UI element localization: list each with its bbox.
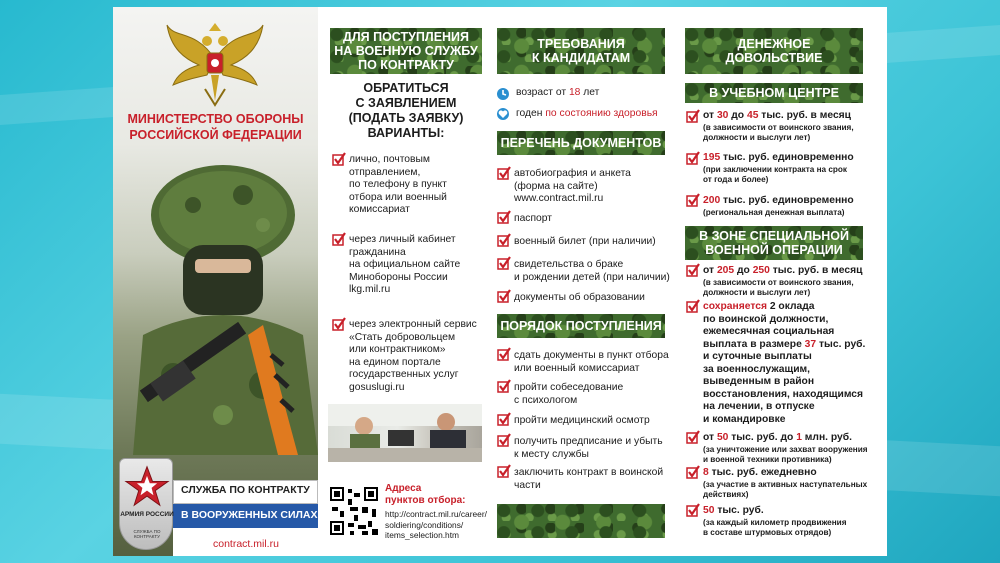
svo-advance-bonus: 50 тыс. руб. (за каждый километр продвижения в составе штурмовых отрядов) [703,505,847,537]
checkbox-checked-icon [332,317,346,331]
doc-military-id: военный билет (при наличии) [514,236,656,247]
step-submit-documents: сдать документы в пункт отбора или военный комиссариат [514,350,669,374]
checkbox-checked-icon [497,210,511,224]
requirement-health: годен по состоянию здоровья [516,108,658,119]
qr-code-icon [328,485,380,537]
army-badge-sub: СЛУЖБА ПО КОНТРАКТУ [133,529,161,539]
training-bonus-200: 200 тыс. руб. единовременно (региональная денежная выплата) [703,195,854,217]
col3-header: ДЕНЕЖНОЕ ДОВОЛЬСТВИЕ [685,28,863,74]
checkbox-checked-icon [497,412,511,426]
checkbox-checked-icon [332,232,346,246]
option-in-person: лично, почтовым отправлением, по телефону в пункт отбора или военный комиссариат [349,154,447,215]
step-interview: пройти собеседование с психологом [514,382,624,406]
doc-passport: паспорт [514,213,552,224]
checkbox-checked-icon [686,503,700,517]
checkbox-checked-icon [686,465,700,479]
checkbox-checked-icon [332,152,346,166]
requirement-age: возраст от 18 лет [516,87,600,98]
age-clock-icon [496,87,510,101]
training-salary: от 30 до 45 тыс. руб. в месяц (в зависимости от воинского звания, должности и выслуги лет) [703,110,854,142]
ministry-title: МИНИСТЕРСТВО ОБОРОНЫ РОССИЙСКОЙ ФЕДЕРАЦИИ [127,112,304,142]
order-header: ПОРЯДОК ПОСТУПЛЕНИЯ [497,314,665,338]
recruitment-office-photo [328,404,482,462]
step-medical: пройти медицинский осмотр [514,415,650,426]
checkbox-checked-icon [497,233,511,247]
checkbox-checked-icon [686,263,700,277]
training-center-header: В УЧЕБНОМ ЦЕНТРЕ [685,83,863,103]
soldier-illustration [113,155,318,455]
contract-service-banner [113,452,318,556]
checkbox-checked-icon [497,347,511,361]
camo-footer-strip [497,504,665,538]
army-badge-title: АРМИЯ РОССИИ [120,511,174,518]
red-star-icon [120,463,174,509]
banner-line-1: СЛУЖБА ПО КОНТРАКТУ [181,484,310,496]
svo-destruction-bonus: от 50 тыс. руб. до 1 млн. руб. (за уничтожение или захват вооружения и военной техники противника) [703,432,868,464]
documents-header: ПЕРЕЧЕНЬ ДОКУМЕНТОВ [497,131,665,155]
col1-intro: ОБРАТИТЬСЯ С ЗАЯВЛЕНИЕМ (ПОДАТЬ ЗАЯВКУ) ВАРИАНТЫ: [348,81,464,140]
checkbox-checked-icon [497,464,511,478]
checkbox-checked-icon [686,430,700,444]
soldier-photo-panel [113,7,318,556]
checkbox-checked-icon [686,109,700,123]
double-headed-eagle-emblem-icon [165,19,265,109]
col1-header: ДЛЯ ПОСТУПЛЕНИЯ НА ВОЕННУЮ СЛУЖБУ ПО КОНТРАКТУ [330,28,482,74]
svo-salaries-preserved: сохраняется 2 оклада по воинской должности, ежемесячная социальная выплата в размере 37 тыс. руб. и суточные выплаты за военнослужащим, выведенным в район восстановления, находящимся на лечении, в отпуске и командировке [703,301,866,425]
doc-autobiography: автобиография и анкета (форма на сайте) www.contract.mil.ru [514,168,631,204]
checkbox-checked-icon [497,379,511,393]
checkbox-checked-icon [497,433,511,447]
checkbox-checked-icon [686,193,700,207]
addresses-title: Адреса пунктов отбора: [385,483,466,506]
army-russia-badge [119,458,173,550]
checkbox-checked-icon [686,299,700,313]
step-contract: заключить контракт в воинской части [514,467,664,491]
addresses-url[interactable]: http://contract.mil.ru/career/ soldiering/conditions/ items_selection.htm [385,509,487,540]
health-heart-icon [496,107,510,121]
option-personal-cabinet: через личный кабинет гражданина на официальном сайте Минобороны России lkg.mil.ru [349,234,461,295]
checkbox-checked-icon [497,289,511,303]
step-orders: получить предписание и убыть к месту службы [514,436,663,460]
banner-site: contract.mil.ru [213,538,279,550]
doc-education: документы об образовании [514,292,645,303]
checkbox-checked-icon [686,151,700,165]
col2-header: ТРЕБОВАНИЯ К КАНДИДАТАМ [497,28,665,74]
checkbox-checked-icon [497,256,511,270]
office-scene-illustration [328,404,482,462]
banner-line-2: В ВООРУЖЕННЫХ СИЛАХ [181,509,318,521]
doc-certificates: свидетельства о браке и рождении детей (при наличии) [514,259,670,283]
checkbox-checked-icon [497,166,511,180]
svo-header: В ЗОНЕ СПЕЦИАЛЬНОЙ ВОЕННОЙ ОПЕРАЦИИ [685,226,863,260]
svo-daily-bonus: 8 тыс. руб. ежедневно (за участие в активных наступательных действиях) [703,467,868,499]
poster [113,7,887,556]
training-bonus-195: 195 тыс. руб. единовременно (при заключении контракта на срок от года и более) [703,152,854,184]
svo-salary: от 205 до 250 тыс. руб. в месяц (в зависимости от воинского звания, должности и выслуги лет) [703,265,863,297]
option-gosuslugi: через электронный сервис «Стать добровольцем или контрактником» на едином портале государственных услуг gosuslugi.ru [349,319,477,393]
